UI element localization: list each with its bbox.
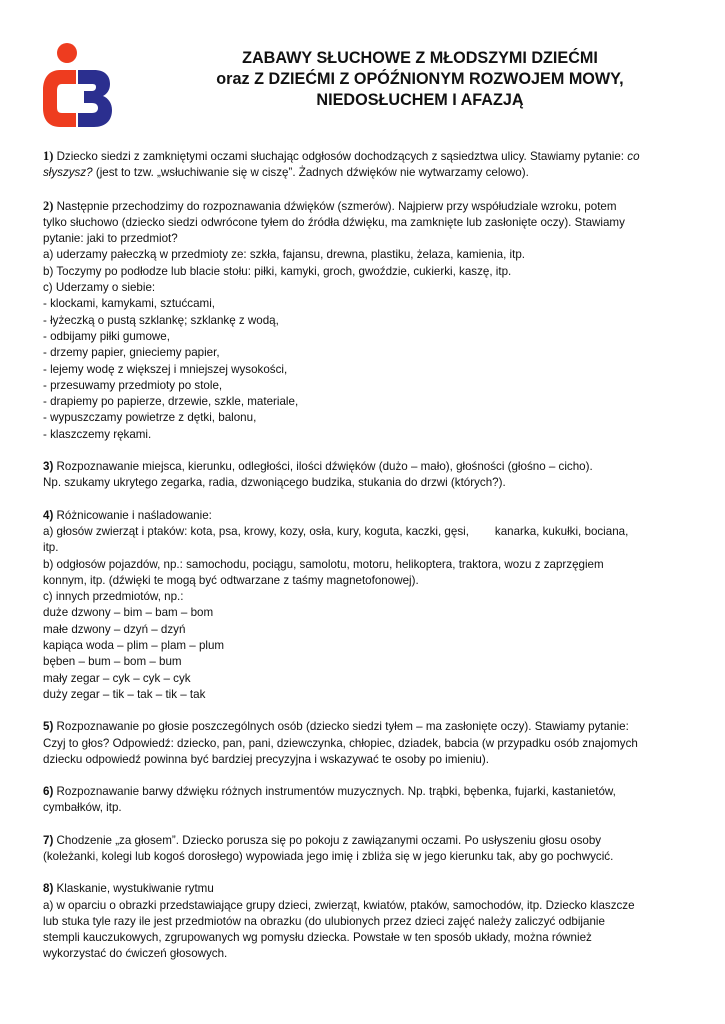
logo <box>40 42 114 128</box>
list-item: bęben – bum – bom – bum <box>43 655 182 669</box>
list-item: duży zegar – tik – tak – tik – tak <box>43 687 206 701</box>
section-number: 5) <box>43 720 54 734</box>
logo-orange-c-shape <box>43 70 76 127</box>
section-4: 4) Różnicowanie i naśladowanie: a) głosów zwierząt i ptaków: kota, psa, krowy, kozy, osła, kury, koguta, kaczki, gęsi, kanarka, kukułki, bociana, itp. b) odgłosów pojazdów, np.: samochodu, pociągu, samolotu, motoru, helikoptera, traktora, wozu z zaprzęgiem konnym, itp. (dźwięki te mogą być odtwarzane z taśmy magnetofonowej). c) innych przedmiotów, np.: duże dzwony – bim – bam – bom małe dzwony – dzyń – dzyń kapiąca woda – plim – plam – plum bęben – bum – bom – bum mały zegar – cyk – cyk – cyk duży zegar – tik – tak – tik – tak <box>43 508 675 704</box>
section-number: 6) <box>43 785 54 799</box>
logo-blue-b-shape <box>78 70 112 127</box>
section-number: 1) <box>43 149 54 163</box>
list-item: c) innych przedmiotów, np.: <box>43 590 184 604</box>
title-line-3: NIEDOSŁUCHEM I AFAZJĄ <box>316 91 524 109</box>
document-body <box>43 148 675 979</box>
section-3: 3) Rozpoznawanie miejsca, kierunku, odległości, ilości dźwięków (dużo – mało), głośności (głośno – cicho). Np. szukamy ukrytego zegarka, radia, dzwoniącego budzika, stukania do drzwi (których?). <box>43 460 593 490</box>
list-item: - odbijamy piłki gumowe, <box>43 329 170 343</box>
page-title <box>150 48 690 111</box>
section-number: 2) <box>43 198 54 213</box>
list-item: - drapiemy po papierze, drzewie, szkle, materiale, <box>43 395 299 409</box>
section-7: 7) Chodzenie „za głosem”. Dziecko porusza się po pokoju z zawiązanymi oczami. Po usłyszeniu głosu osoby (koleżanki, kolegi lub kogoś dorosłego) wypowiada jego imię i zbliża się w jego kierunku tak, aby go pochwycić. <box>43 833 614 863</box>
list-item: - klaszczemy rękami. <box>43 427 152 441</box>
section-number: 8) <box>43 882 54 896</box>
list-item: - wypuszczamy powietrze z dętki, balonu, <box>43 411 257 425</box>
list-item: małe dzwony – dzyń – dzyń <box>43 622 186 636</box>
list-item: - klockami, kamykami, sztućcami, <box>43 297 215 311</box>
section-1: 1) Dziecko siedzi z zamkniętymi oczami słuchając odgłosów dochodzących z sąsiedztwa ulicy. Stawiamy pytanie: co słyszysz? (jest to tzw. „wsłuchiwanie się w ciszę”. Żadnych dźwięków nie wytwarzamy celowo). <box>43 149 640 180</box>
list-item: - przesuwamy przedmioty po stole, <box>43 378 223 392</box>
logo-orange-dot <box>57 43 77 63</box>
section-8: 8) Klaskanie, wystukiwanie rytmu a) w oparciu o obrazki przedstawiające grupy dzieci, zwierząt, kwiatów, ptaków, samochodów, itp. Dziecko klaszcze lub stuka tyle razy ile jest przedmiotów na obrazku (do ulubionych przez dzieci zajęć należy zaliczyć odbijanie stempli kauczukowych, zgrupowanych wg pomysłu dziecka. Powstałe w ten sposób układy, można również wykorzystać do ćwiczeń głosowych. <box>43 882 635 961</box>
section-6: 6) Rozpoznawanie barwy dźwięku różnych instrumentów muzycznych. Np. trąbki, bębenka, fujarki, kastanietów, cymbałków, itp. <box>43 785 616 815</box>
list-item: mały zegar – cyk – cyk – cyk <box>43 671 191 685</box>
list-item: - lejemy wodę z większej i mniejszej wysokości, <box>43 362 288 376</box>
list-item: a) uderzamy pałeczką w przedmioty ze: szkła, fajansu, drewna, plastiku, żelaza, kamienia, itp. <box>43 248 526 262</box>
list-item: - drzemy papier, gnieciemy papier, <box>43 346 220 360</box>
list-item: c) Uderzamy o siebie: <box>43 281 156 295</box>
title-line-1: ZABAWY SŁUCHOWE Z MŁODSZYMI DZIEĆMI <box>242 49 598 67</box>
list-item: - łyżeczką o pustą szklankę; szklankę z wodą, <box>43 313 279 327</box>
section-2: 2) Następnie przechodzimy do rozpoznawania dźwięków (szmerów). Najpierw przy współudziale wzroku, potem tylko słuchowo (dziecko siedzi odwrócone tyłem do źródła dźwięku, ma zamknięte lub zasłonięte oczy). Stawiamy pytanie: jaki to przedmiot? a) uderzamy pałeczką w przedmioty ze: szkła, fajansu, drewna, plastiku, żelaza, kamienia, itp. b) Toczymy po podłodze lub blacie stołu: piłki, kamyki, groch, gwoździe, cukierki, kaszę, itp. c) Uderzamy o siebie: - klockami, kamykami, sztućcami, - łyżeczką o pustą szklankę; szklankę z wodą, - odbijamy piłki gumowe, - drzemy papier, gnieciemy papier, - lejemy wodę z większej i mniejszej wysokości, - przesuwamy przedmioty po stole, - drapiemy po papierze, drzewie, szkle, materiale, - wypuszczamy powietrze z dętki, balonu, - klaszczemy rękami. <box>43 198 675 443</box>
section-5: 5) Rozpoznawanie po głosie poszczególnych osób (dziecko siedzi tyłem – ma zasłonięte oczy). Stawiamy pytanie: Czyj to głos? Odpowiedź: dziecko, pan, pani, dziewczynka, chłopiec, dziadek, babcia (w przypadku osób znajomych dziecku odpowiedź powinna być bardziej precyzyjna i wskazywać te osoby po imieniu). <box>43 720 638 766</box>
list-item: kapiąca woda – plim – plam – plum <box>43 639 225 653</box>
list-item: duże dzwony – bim – bam – bom <box>43 606 214 620</box>
title-line-2: oraz Z DZIEĆMI Z OPÓŹNIONYM ROZWOJEM MOWY, <box>216 70 624 88</box>
list-item: b) Toczymy po podłodze lub blacie stołu: piłki, kamyki, groch, gwoździe, cukierki, kaszę, itp. <box>43 264 512 278</box>
section-number: 3) <box>43 460 54 474</box>
section-number: 7) <box>43 833 54 847</box>
section-number: 4) <box>43 508 54 522</box>
